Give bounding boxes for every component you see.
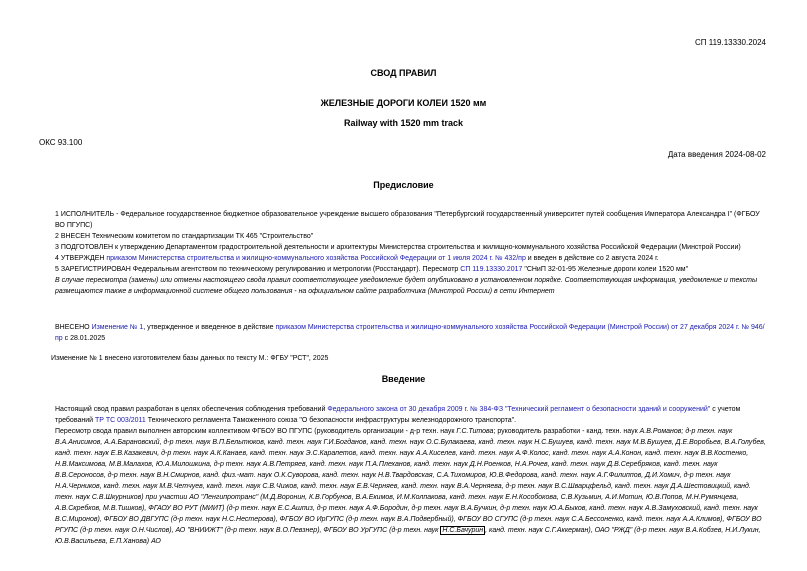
order-432-link[interactable]: приказом Министерства строительства и жилищно-коммунального хозяйства Российской Федерации от 1 июля 2024 г. № 432/пр: [106, 255, 526, 262]
preface-item-1: 1 ИСПОЛНИТЕЛЬ - Федеральное государственное бюджетное образовательное учреждение высшего образования "Петербургский государственный университет путей сообщения Императора Александра I" (ФГБОУ ВО ПГУПС): [55, 211, 760, 229]
amendment-line: [39, 322, 769, 344]
preface-heading: Предисловие: [373, 180, 434, 190]
preface-item-5: [39, 264, 769, 275]
preface-item-2: 2 ВНЕСЕН Техническим комитетом по стандартизации ТК 465 "Строительство": [55, 233, 314, 240]
document-type-title: СВОД ПРАВИЛ: [370, 68, 437, 78]
tr-ts-003-link[interactable]: ТР ТС 003/2011: [94, 417, 146, 424]
document-code: СП 119.13330.2024: [695, 38, 766, 47]
document-title-ru: ЖЕЛЕЗНЫЕ ДОРОГИ КОЛЕИ 1520 мм: [320, 98, 487, 108]
introduction-section: [39, 404, 769, 547]
amendment-note: Изменение № 1 внесено изготовителем базы данных по тексту М.: ФГБУ "РСТ", 2025: [51, 355, 329, 362]
intro-p2-f: , канд. техн. наук С.Г.Аккерман), ОАО "РЖД" (д-р техн. наук В.А.Кобзев, Н.И.Лукин, Ю.В.Васильева, Е.П.Ханова) АО: [55, 527, 761, 545]
preface-item-4: [39, 253, 769, 264]
amendment-1-link[interactable]: Изменение № 1: [91, 324, 144, 331]
revision-notice: В случае пересмотра (замены) или отмены настоящего свода правил соответствующее уведомление будет опубликовано в установленном порядке. Соответствующая информация, уведомление и тексты размещаются также в информационной системе общего пользования - на официальном сайте разработчика (Минстрой России) в сети Интернет: [55, 277, 758, 295]
order-946-link[interactable]: приказом Министерства строительства и жилищно-коммунального хозяйства Российской Федерации (Минстрой России) от 27 декабря 2024 г. № 946/пр: [55, 324, 765, 342]
amendment-prefix: ВНЕСЕНО: [55, 324, 92, 331]
document-title-en: Railway with 1520 mm track: [343, 118, 464, 128]
preface-item-5-text: 5 ЗАРЕГИСТРИРОВАН Федеральным агентством по техническому регулированию и метрологии (Росстандарт). Пересмотр: [55, 266, 461, 273]
amendment-date: с 28.01.2025: [62, 335, 106, 342]
preface-item-5-tail: "СНиП 32-01-95 Железные дороги колеи 1520 мм": [522, 266, 689, 273]
amendment-mid: , утвержденное и введенное в действие: [143, 324, 276, 331]
preface-item-3: 3 ПОДГОТОВЛЕН к утверждению Департаментом градостроительной деятельности и архитектуры Министерства строительства и жилищно-коммунального хозяйства Российской Федерации (Минстрой России): [55, 244, 741, 251]
preface-item-4-tail: и введен в действие со 2 августа 2024 г.: [525, 255, 659, 262]
introduction-paragraph-2: [39, 426, 769, 547]
intro-p2-b: Г.С.Титова: [456, 428, 494, 435]
authors-list: А.В.Романов; д-р техн. наук В.А.Анисимов, А.А.Барановский, д-р техн. наук В.П.Бельтюков, канд. техн. наук Г.И.Богданов, канд. техн. наук О.С.Булакаева, канд. техн. наук Н.С.Бушуев, канд. техн. наук М.В.Бушуев, Д.Е.Воробьев, В.А.Голубев, канд. техн. наук Е.В.Казакевич, д-р техн. наук А.К.Канаев, канд. техн. наук Э.С.Карапетов, канд. техн. наук А.А.Киселев, канд. техн. наук А.Ф.Колос, канд. техн. наук А.А.Конон, канд. техн. наук В.В.Костенко, Н.В.Максимова, М.В.Малахов, Ю.А.Милошкина, д-р техн. наук А.В.Петряев, канд. техн. наук П.А.Плеханов, канд. техн. наук Д.Н.Роенков, Н.А.Рочев, канд. техн. наук Д.В.Серебряков, канд. техн. наук В.В.Сероносов, д-р техн. наук В.Н.Смирнов, канд. физ.-мат. наук О.К.Суворова, канд. техн. наук Н.В.Твардовская, С.А.Тихомиров, Ю.В.Федорова, канд. техн. наук А.Г.Филиппов, Д.И.Хомич, д-р техн. наук Н.А.Черников, канд. техн. наук М.В.Четчуев, канд. техн. наук С.В.Чижов, канд. техн. наук Е.В.Черняев, канд. техн. наук В.А.Черняева, д-р техн. наук В.С.Шварцфельд, канд. техн. наук Д.А.Шестовицкий, канд. техн. наук С.В.Шкурников) при участии АО "Ленгипротранс" (М.Д.Воронин, К.В.Горбунов, В.А.Екимов, И.М.Колпакова, канд. техн. наук Е.Н.Кособокова, С.В.Кузьмин, А.И.Мотин, Ю.В.Попов, М.Н.Румянцева, А.В.Скребков, М.В.Тишков), ФГАОУ ВО РУТ (МИИТ) (д-р техн. наук Е.С.Ашпиз, д-р техн. наук А.Ф.Бородин, д-р техн. наук В.А.Бучкин, д-р техн. наук Ю.А.Быков, канд. техн. наук А.В.Замуховский, канд. техн. наук В.С.Миронов), ФГБОУ ВО ДВГУПС (д-р техн. наук Н.С.Нестерова), ФГБОУ ВО ИрГУПС (д-р техн. наук В.А.Подвербный), ФГБОУ ВО СГУПС (д-р техн. наук С.А.Бессоненко, канд. техн. наук А.А.Климов), ФГБОУ ВО РГУПС (д-р техн. наук О.Н.Числов), АО "ВНИИЖТ" (д-р техн. наук В.О.Певзнер), ФГБОУ ВО УрГУПС (д-р техн. наук: [55, 428, 766, 534]
intro-p2-c: ; руководитель разработки - канд. техн. наук: [493, 428, 640, 435]
intro-p1-text: Настоящий свод правил разработан в целях обеспечения соблюдения требований: [55, 406, 328, 413]
introduction-paragraph-1: [39, 404, 769, 426]
federal-law-384-link[interactable]: Федерального закона от 30 декабря 2009 г. № 384-ФЗ "Технический регламент о безопасности зданий и сооружений": [327, 406, 711, 413]
intro-p2-a: Пересмотр свода правил выполнен авторским коллективом ФГБОУ ВО ПГУПС (руководитель организации - д-р техн. наук: [55, 428, 457, 435]
intro-p2-e: Н.С.Бачурин: [442, 527, 484, 534]
intro-p1-tail: Технического регламента Таможенного союза "О безопасности инфраструктуры железнодорожного транспорта".: [145, 417, 517, 424]
introduction-date: Дата введения 2024-08-02: [667, 150, 766, 159]
sp-2017-link[interactable]: СП 119.13330.2017: [460, 266, 523, 273]
oks-code: ОКС 93.100: [39, 138, 83, 147]
preface-item-4-text: 4 УТВЕРЖДЕН: [55, 255, 107, 262]
preface-section: [39, 209, 769, 297]
intro-p1-mid: с учетом требований: [55, 406, 741, 424]
amendment-block: [39, 322, 769, 344]
introduction-heading: Введение: [381, 374, 426, 384]
